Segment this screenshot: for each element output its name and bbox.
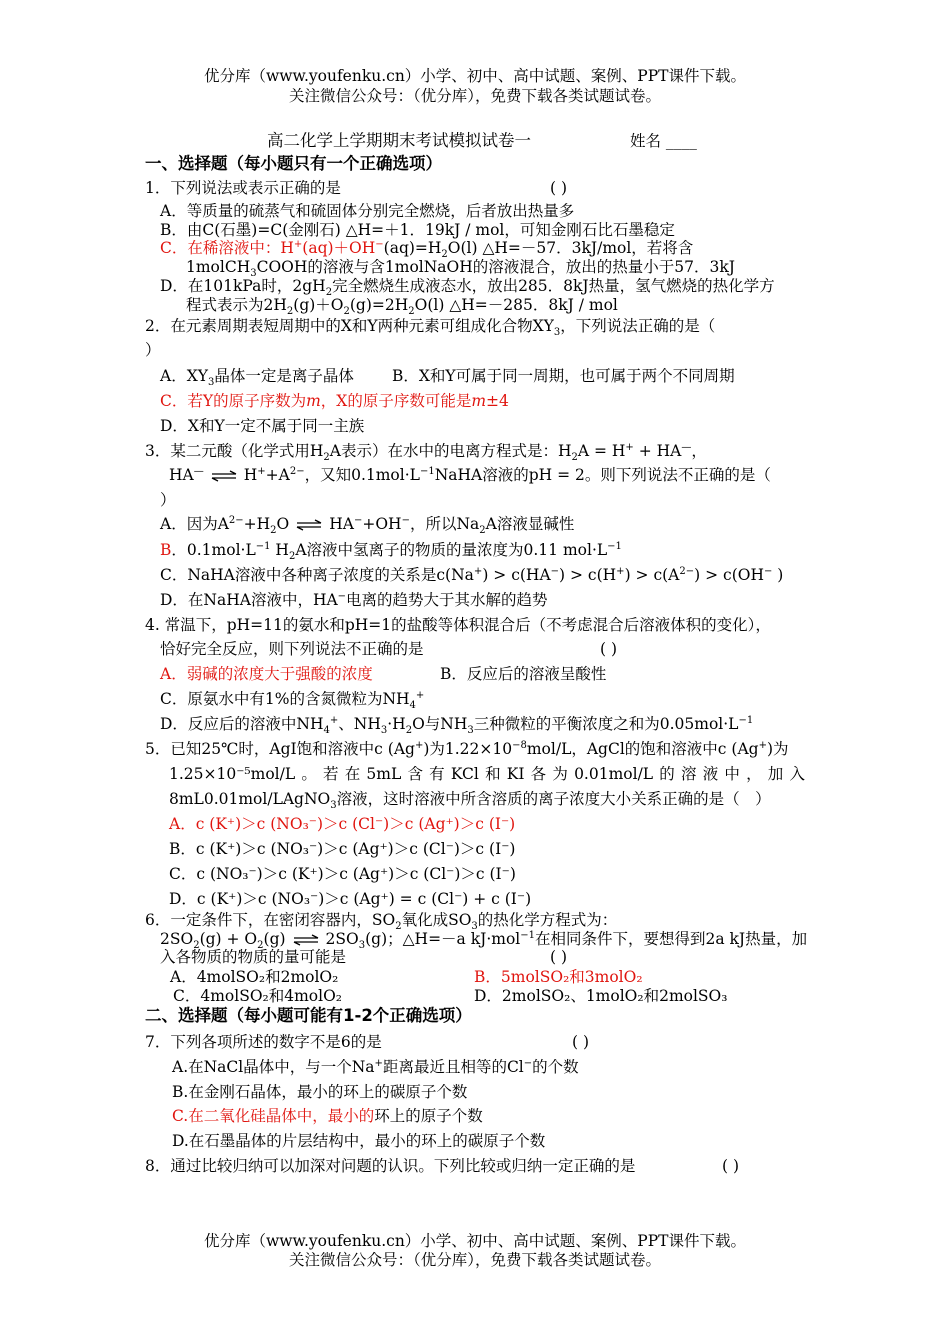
q2-option-a: A．$XY_3$晶体一定是离子晶体: [160, 367, 354, 389]
q5-stem-line3: 8mL0.01mol/LAgNO$_3$溶液，这时溶液中所含溶质的离子浓度大小关系正确的是（ ）: [169, 790, 771, 812]
q7-option-a: A.在NaCl晶体中，与一个Na+距离最近且相等的Cl−的个数: [172, 1057, 579, 1076]
equilibrium-arrow-icon: [210, 470, 238, 482]
q2-option-c: C．若Y的原子序数为m，X的原子序数可能是m±4: [160, 392, 509, 410]
q7-option-c: C.在二氧化硅晶体中，最小的环上的原子个数: [172, 1107, 483, 1125]
name-field: 姓名 ____: [630, 132, 697, 150]
q4-option-b: B．反应后的溶液呈酸性: [440, 665, 607, 683]
q3-option-c: C．NaHA溶液中各种离子浓度的关系是$c(Na^+) > c(HA^-) > c(H^+) > c(A^{2-}) > c(OH^-$ ): [160, 565, 784, 584]
q5-stem-line2: 1.25×10⁻⁵mol/L。若在5mL含有KCl和KI各为0.01mol/L的溶液中，加入: [169, 765, 805, 783]
q7-option-d: D.在石墨晶体的片层结构中，最小的环上的碳原子个数: [172, 1132, 546, 1150]
q2-option-d: D．X和Y一定不属于同一主族: [160, 417, 365, 435]
q2-stem-end: ）: [145, 341, 161, 359]
q6-option-d: D．2molSO₂、1molO₂和2molSO₃: [474, 987, 728, 1005]
q4-answer-blank: ( ): [600, 640, 618, 658]
q1-option-a: A．等质量的硫蒸气和硫固体分别完全燃烧，后者放出热量多: [160, 202, 575, 220]
q1-option-d-line1: D．在101kPa时，$2gH_2$完全燃烧生成液态水，放出285．8kJ热量，氢气燃烧的热化学方: [160, 277, 775, 299]
q6-answer-blank: ( ): [550, 948, 568, 966]
q2-option-b: B．X和Y可属于同一周期，也可属于两个不同周期: [392, 367, 735, 385]
q6-option-b: B．5molSO₂和3molO₂: [474, 968, 643, 986]
q5-option-a: A．c (K⁺)＞c (NO₃⁻)＞c (Cl⁻)＞c (Ag⁺)＞c (I⁻): [169, 815, 516, 833]
q5-option-d: D．c (K⁺)＞c (NO₃⁻)＞c (Ag⁺) = c (Cl⁻) + c (I⁻): [169, 890, 532, 908]
q7-answer-blank: ( ): [572, 1033, 590, 1051]
q4-option-a: A．弱碱的浓度大于强酸的浓度: [160, 665, 373, 683]
footer-line-1: 优分库（www.youfenku.cn）小学、初中、高中试题、案例、PPT课件下载。: [203, 1232, 747, 1250]
q4-stem-line1: 4. 常温下，pH=11的氨水和pH=1的盐酸等体积混合后（不考虑混合后溶液体积的变化），: [145, 616, 771, 634]
equilibrium-arrow-icon: [295, 519, 323, 531]
q6-stem-line3: 入各物质的物质的量可能是: [160, 948, 347, 966]
equilibrium-arrow-icon: [292, 934, 320, 946]
q6-equation: $2SO_2(g) + O_2(g)$ $2SO_3(g)$；△H=－a kJ·mol$^{-1}$在相同条件下，要想得到2a kJ热量，加: [160, 929, 808, 952]
q4-option-d: D．反应后的溶液中$NH_4^+$、$NH_3\cdot H_2O$与$NH_3$三种微粒的平衡浓度之和为$0.05mol\cdot L^{-1}$: [160, 714, 754, 737]
q4-stem-line2: 恰好完全反应，则下列说法不正确的是: [160, 640, 424, 658]
q1-stem: 1．下列说法或表示正确的是: [145, 179, 341, 197]
q5-option-b: B．c (K⁺)＞c (NO₃⁻)＞c (Ag⁺)＞c (Cl⁻)＞c (I⁻): [169, 840, 516, 858]
q3-option-a: A．因为$A^{2-}+H_2O$ HA−+OH−，所以$Na_2A$溶液显碱性: [160, 514, 575, 537]
q1-option-c-line2: 1molCH$_3$COOH的溶液与含1molNaOH的溶液混合，放出的热量小于57．3kJ: [186, 258, 735, 280]
q5-stem-line1: 5．已知25℃时，AgI饱和溶液中c (Ag+)为$1.22\times 10^{-8}mol/L$，AgCl的饱和溶液中c (Ag+)为: [145, 739, 789, 758]
q7-stem: 7．下列各项所述的数字不是6的是: [145, 1033, 382, 1051]
q1-option-d-line2: 程式表示为$2H_2(g)+O_2(g)=2H_2O(l)$ △H=－285．8kJ / mol: [186, 296, 618, 318]
q8-stem: 8．通过比较归纳可以加深对问题的认识。下列比较或归纳一定正确的是: [145, 1157, 636, 1175]
q3-stem-end: ）: [160, 491, 176, 509]
header-line-2: 关注微信公众号：（优分库），免费下载各类试题试卷。: [288, 87, 661, 105]
q5-option-c: C．c (NO₃⁻)＞c (K⁺)＞c (Ag⁺)＞c (Cl⁻)＞c (I⁻): [169, 865, 516, 883]
section-1-heading: 一、选择题（每小题只有一个正确选项）: [145, 154, 442, 173]
q3-option-d: D．在NaHA溶液中，HA−电离的趋势大于其水解的趋势: [160, 590, 548, 609]
header-line-1: 优分库（www.youfenku.cn）小学、初中、高中试题、案例、PPT课件下载。: [203, 67, 747, 85]
q2-stem: 2．在元素周期表短周期中的X和Y两种元素可组成化合物$XY_3$，下列说法正确的是（: [145, 317, 716, 339]
q1-option-c-line1: C．在稀溶液中：$H^+(aq)+OH^-(aq)=H_2O(l)$ △H=－57．3kJ/mol，若将含: [160, 238, 694, 261]
section-2-heading: 二、选择题（每小题可能有1-2个正确选项）: [145, 1006, 472, 1025]
footer-line-2: 关注微信公众号：（优分库），免费下载各类试题试卷。: [288, 1251, 661, 1269]
q6-option-a: A．4molSO₂和2molO₂: [170, 968, 339, 986]
q3-stem-line2: HA— $H^++A^{2-}$，又知$0.1mol\cdot L^{-1}NaHA$溶液的pH = 2。则下列说法不正确的是（: [169, 465, 771, 484]
q8-answer-blank: ( ): [722, 1157, 740, 1175]
q1-answer-blank: ( ): [550, 179, 568, 197]
page-title: 高二化学上学期期末考试模拟试卷一: [267, 131, 531, 150]
q7-option-b: B.在金刚石晶体，最小的环上的碳原子个数: [172, 1083, 468, 1101]
q3-stem: 3．某二元酸（化学式用$H_2A$表示）在水中的电离方程式是：$H_2A = H^+ + HA^—$，: [145, 441, 707, 464]
q1-option-b: B．由C(石墨)=C(金刚石) △H=＋1．19kJ / mol，可知金刚石比石墨稳定: [160, 221, 675, 239]
q4-option-c: C．原氨水中有1%的含氮微粒为$NH_4^+$: [160, 689, 425, 712]
q6-option-c: C．4molSO₂和4molO₂: [173, 987, 343, 1005]
q3-option-b: B．$0.1mol\cdot L^{-1}$ $H_2A$溶液中氢离子的物质的量浓度为0.11 $mol\cdot L^{-1}$: [160, 540, 622, 563]
q6-stem: 6．一定条件下，在密闭容器内，$SO_2$氧化成$SO_3$的热化学方程式为：: [145, 911, 618, 933]
